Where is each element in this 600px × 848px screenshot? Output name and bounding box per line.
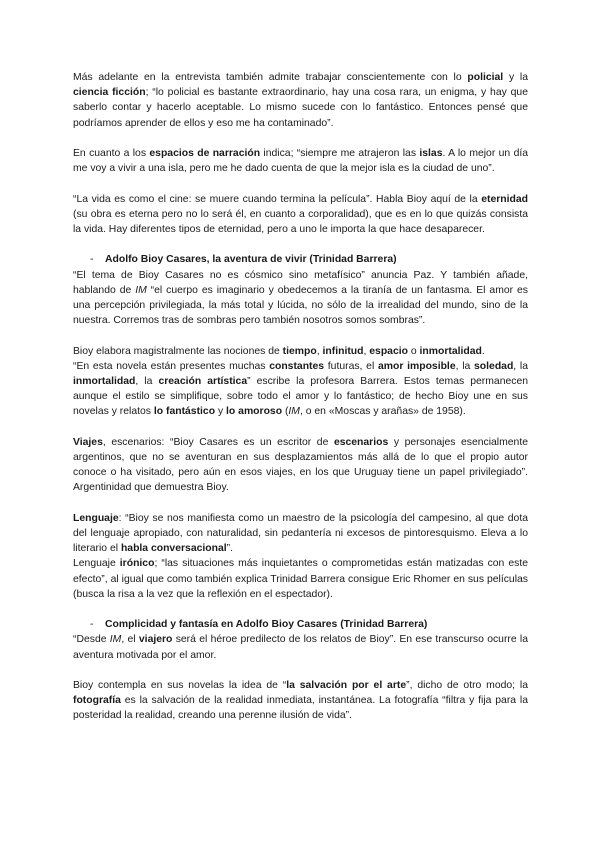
text-run: , la <box>455 360 475 372</box>
text-run: es la salvación de la realidad inmediata, instantánea. La fotografía “filtra y fija para la posteridad la realidad, creando una perenne ilusión de vida”. <box>73 695 528 722</box>
text-run: , <box>363 345 370 357</box>
paragraph-nociones <box>73 344 528 359</box>
text-run: . <box>481 345 485 357</box>
text-run: Bioy contempla en sus novelas la idea de “ <box>73 680 287 691</box>
text-run: “el cuerpo es imaginario y obedecemos a la tiranía de un fantasma. El amor es una percepción privilegiada, la más total y lúcida, no sólo de la irrealidad del mundo, sino de la nuestra. Corremos tras de sombras pero también nosotros somos sombras”. <box>73 284 528 327</box>
text-run: ”, dicho de otro modo; la <box>406 680 528 691</box>
emphasis-infinitud: infinitud <box>322 345 364 357</box>
emphasis-creacion-artistica: creación artística <box>158 376 248 387</box>
emphasis-viajero: viajero <box>138 634 173 646</box>
paragraph-paz <box>73 268 528 329</box>
emphasis-policial: policial <box>467 72 504 83</box>
text-run: , o en «Moscas y arañas» de 1958). <box>299 406 466 418</box>
text-run: Bioy elabora magistralmente las nociones de <box>73 345 283 357</box>
text-run: , la <box>135 376 159 387</box>
emphasis-viajes: Viajes <box>73 436 103 448</box>
emphasis-escenarios: escenarios <box>333 436 389 448</box>
text-run: “Desde <box>73 634 110 646</box>
text-run: En cuanto a los <box>73 148 150 159</box>
text-run: , <box>316 345 323 357</box>
emphasis-espacios-narracion: espacios de narración <box>149 148 261 159</box>
heading-text: Adolfo Bioy Casares, la aventura de vivir (Trinidad Barrera) <box>105 254 397 266</box>
text-run: indica; “siempre me atrajeron las <box>260 148 420 159</box>
text-run: Más adelante en la entrevista también admite trabajar conscientemente con lo <box>73 72 468 83</box>
text-run: “El tema de Bioy Casares no es cósmico sino metafísico” anuncia Paz. Y también añade, hablando de <box>73 269 528 296</box>
paragraph-ironico <box>73 556 528 602</box>
emphasis-espacio: espacio <box>369 345 408 357</box>
emphasis-constantes: constantes <box>269 360 325 372</box>
emphasis-ironico: irónico <box>119 558 155 570</box>
emphasis-lenguaje: Lenguaje <box>73 512 119 524</box>
emphasis-tiempo: tiempo <box>282 345 317 357</box>
text-run: y personajes esencialmente argentinos, que no se aventuran en sus desplazamientos más allá de lo que el propio autor conoce o ha visitado, pero aún en esos viajes, en los que Uruguay tiene un papel privilegiado”. Argentinidad que demuestra Bioy. <box>73 436 528 494</box>
bullet-dash: - <box>90 619 94 631</box>
paragraph-viajes <box>73 435 528 496</box>
text-run: y <box>215 406 227 418</box>
emphasis-lo-fantastico: lo fantástico <box>153 406 216 418</box>
text-run: futuras, el <box>324 360 378 372</box>
emphasis-inmortalidad: inmortalidad <box>73 376 136 387</box>
text-run: (su obra es eterna pero no lo será él, en cuanto a corporalidad), que es en lo que quizás consista la vida. Hay diferentes tipos de eternidad, pero a uno le importa la que hace desaparecer. <box>73 208 528 235</box>
text-run: Lenguaje <box>73 558 120 570</box>
paragraph-viajero <box>73 632 528 662</box>
emphasis-habla-conversacional: habla conversacional <box>120 543 227 555</box>
section-heading-complicidad <box>73 617 528 632</box>
italic-im: IM <box>135 284 147 296</box>
italic-im: IM <box>288 406 300 418</box>
emphasis-soledad: soledad <box>474 360 514 372</box>
emphasis-fotografia: fotografía <box>73 695 121 707</box>
emphasis-eternidad: eternidad <box>481 193 528 205</box>
emphasis-amor-imposible: amor imposible <box>377 360 456 372</box>
heading-text: Complicidad y fantasía en Adolfo Bioy Casares (Trinidad Barrera) <box>105 619 428 631</box>
emphasis-islas: islas <box>419 148 443 159</box>
emphasis-ciencia-ficcion: ciencia ficción <box>73 87 146 99</box>
text-run: . A lo mejor un día me voy a vivir a una isla, pero me he dado cuenta de que la mejor isla es la ciudad de uno”. <box>73 148 529 175</box>
text-run: , escenarios: “Bioy Casares es un escritor de <box>102 436 334 448</box>
bullet-dash: - <box>90 254 94 266</box>
text-run: “En esta novela están presentes muchas <box>73 360 270 372</box>
paragraph-eternidad <box>73 192 528 238</box>
text-run: y la <box>503 72 528 83</box>
italic-im: IM <box>109 634 122 646</box>
text-run: ; “las situaciones más inquietantes o comprometidas están matizadas con este efecto”, al igual que como también explica Trinidad Barrera consigue Eric Rhomer en sus películas (busca la risa a la vez que la reflexión en el espectador). <box>73 558 528 600</box>
paragraph-salvacion <box>73 678 528 724</box>
emphasis-lo-amoroso: lo amoroso <box>226 406 283 418</box>
paragraph-lenguaje <box>73 511 528 557</box>
text-run: : “Bioy se nos manifiesta como un maestro de la psicología del campesino, al que dota del lenguaje apropiado, con naturalidad, sin pedantería ni excesos de pintoresquismo. Eleva a lo literario el <box>73 512 528 555</box>
text-run: ; “lo policial es bastante extraordinario, hay una cosa rara, un enigma, y hay que saberlo contar y hacerlo aceptable. Lo mismo sucede con lo fantástico. Entonces pensé que podríamos aprender de ellos y eso me ha contaminado”. <box>73 87 528 129</box>
paragraph-espacios <box>73 146 528 176</box>
emphasis-salvacion-por-el-arte: la salvación por el arte <box>286 680 407 691</box>
document-page <box>73 70 528 724</box>
text-run: ”. <box>226 543 233 555</box>
text-run: , el <box>121 634 139 646</box>
paragraph-policial <box>73 70 528 131</box>
emphasis-inmortalidad: inmortalidad <box>419 345 482 357</box>
text-run: “La vida es como el cine: se muere cuando termina la película”. Habla Bioy aquí de la <box>73 193 482 205</box>
text-run: será el héroe predilecto de los relatos de Bioy”. En ese transcurso ocurre la aventura motivada por el amor. <box>73 634 529 661</box>
text-run: ” escribe la profesora Barrera. Estos temas permanecen aunque el estilo se simplifique, sobre todo el amor y lo fantástico; de hecho Bioy une en sus novelas y relatos <box>73 376 529 418</box>
text-run: ( <box>282 406 289 418</box>
section-heading-aventura-de-vivir <box>73 252 528 267</box>
paragraph-constantes <box>73 359 528 420</box>
text-run: o <box>407 345 420 357</box>
text-run: , la <box>513 360 528 372</box>
